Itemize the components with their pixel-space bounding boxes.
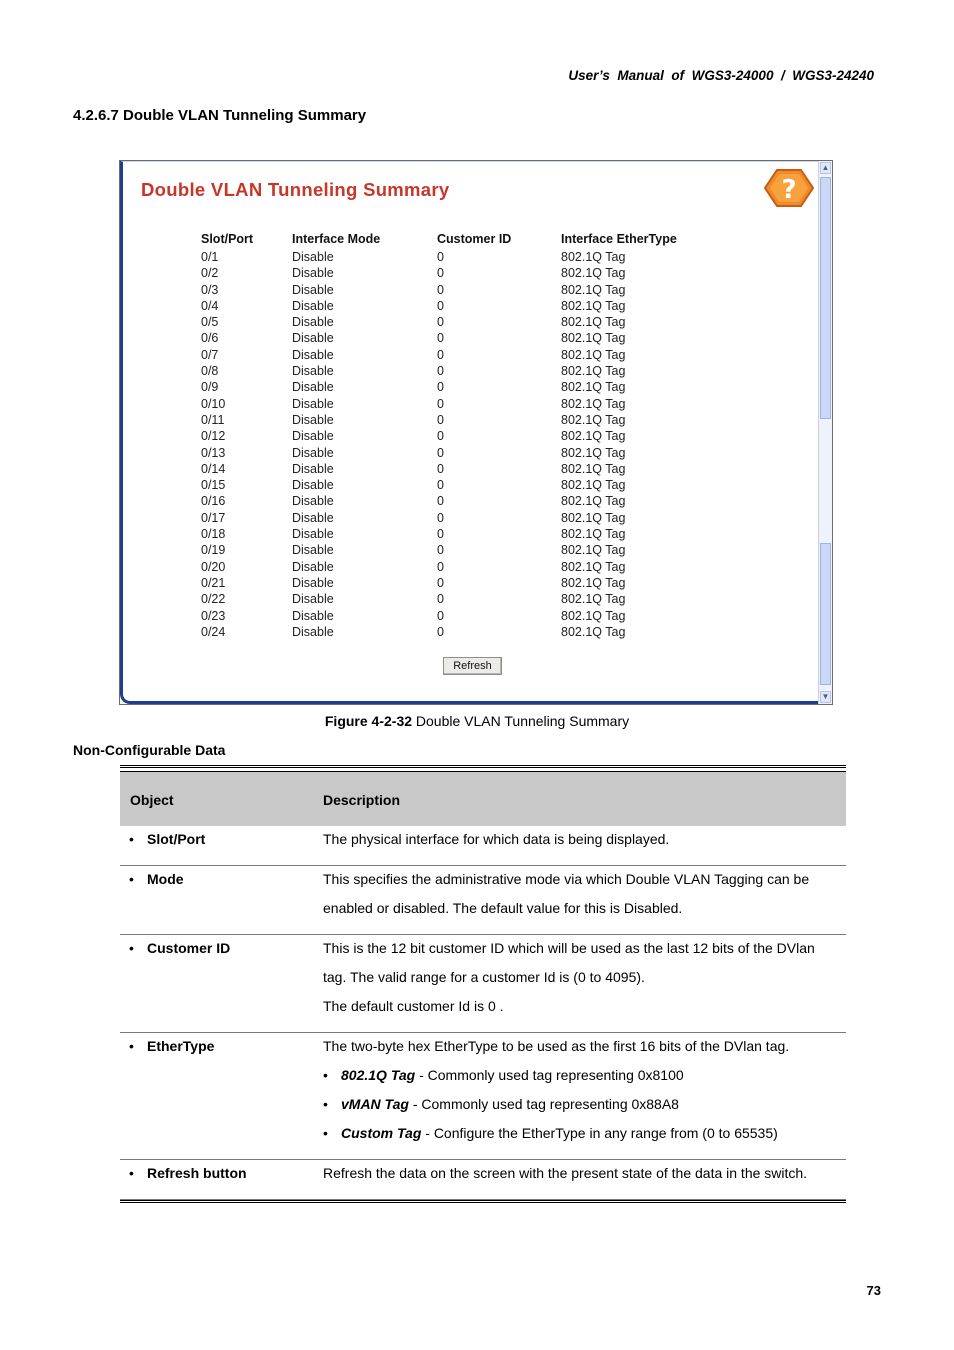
cell-customer-id: 0 <box>437 494 444 509</box>
object-label: Slot/Port <box>147 831 206 847</box>
cell-interface-ethertype: 802.1Q Tag <box>561 461 626 476</box>
cell-interface-mode: Disable <box>292 429 334 444</box>
cell-slot-port: 0/2 <box>201 266 219 281</box>
description-line: The physical interface for which data is being displayed. <box>323 831 670 847</box>
cell-interface-mode: Disable <box>292 478 334 493</box>
cell-customer-id: 0 <box>437 575 444 590</box>
cell-interface-mode: Disable <box>292 298 334 313</box>
object-label: EtherType <box>147 1038 215 1054</box>
description-cell <box>323 1038 838 1154</box>
figure-caption <box>0 713 954 729</box>
cell-interface-ethertype: 802.1Q Tag <box>561 331 626 346</box>
svg-text:?: ? <box>781 175 797 205</box>
cell-interface-ethertype: 802.1Q Tag <box>561 592 626 607</box>
screenshot-panel <box>120 161 818 704</box>
cell-interface-mode: Disable <box>292 282 334 297</box>
cell-interface-mode: Disable <box>292 266 334 281</box>
screenshot-frame <box>119 160 833 705</box>
cell-customer-id: 0 <box>437 429 444 444</box>
description-row <box>120 826 846 866</box>
object-cell <box>129 1165 247 1181</box>
option-term: vMAN Tag <box>341 1096 409 1112</box>
object-label: Customer ID <box>147 940 231 956</box>
description-line: enabled or disabled. The default value for this is Disabled. <box>323 900 683 916</box>
bullet-icon: • <box>323 1125 328 1141</box>
bullet-icon: • <box>129 831 134 847</box>
header-description: Description <box>323 792 401 808</box>
cell-interface-mode: Disable <box>292 380 334 395</box>
cell-slot-port: 0/24 <box>201 624 226 639</box>
description-line: This specifies the administrative mode via which Double VLAN Tagging can be <box>323 871 810 887</box>
figure-label: Figure 4-2-32 <box>324 713 413 729</box>
description-cell <box>323 871 838 929</box>
cell-customer-id: 0 <box>437 608 444 623</box>
cell-slot-port: 0/14 <box>201 461 226 476</box>
bullet-icon: • <box>129 940 134 956</box>
cell-interface-mode: Disable <box>292 331 334 346</box>
cell-customer-id: 0 <box>437 347 444 362</box>
cell-interface-ethertype: 802.1Q Tag <box>561 429 626 444</box>
cell-interface-ethertype: 802.1Q Tag <box>561 445 626 460</box>
col-header-slot-port: Slot/Port <box>201 232 254 246</box>
table-bottom-rule <box>120 1200 846 1203</box>
description-cell <box>323 940 838 1027</box>
cell-interface-mode: Disable <box>292 527 334 542</box>
cell-interface-mode: Disable <box>292 624 334 639</box>
object-label: Mode <box>147 871 184 887</box>
cell-interface-mode: Disable <box>292 559 334 574</box>
cell-customer-id: 0 <box>437 250 444 264</box>
cell-customer-id: 0 <box>437 510 444 525</box>
bullet-icon: • <box>129 1165 134 1181</box>
cell-slot-port: 0/17 <box>201 510 226 525</box>
cell-slot-port: 0/13 <box>201 445 226 460</box>
object-cell <box>129 871 184 887</box>
cell-customer-id: 0 <box>437 364 444 379</box>
cell-interface-mode: Disable <box>292 575 334 590</box>
cell-interface-mode: Disable <box>292 592 334 607</box>
cell-interface-ethertype: 802.1Q Tag <box>561 510 626 525</box>
col-header-customer-id: Customer ID <box>437 232 512 246</box>
col-header-interface-ethertype: Interface EtherType <box>561 232 677 246</box>
cell-interface-ethertype: 802.1Q Tag <box>561 624 626 639</box>
option-term: Custom Tag <box>341 1125 422 1141</box>
scrollbar-track-highlight <box>820 543 831 685</box>
section-title: 4.2.6.7 Double VLAN Tunneling Summary <box>73 107 367 124</box>
subheading: Non-Configurable Data <box>73 742 226 758</box>
cell-slot-port: 0/6 <box>201 331 219 346</box>
cell-slot-port: 0/22 <box>201 592 226 607</box>
cell-interface-mode: Disable <box>292 412 334 427</box>
option-text: - Commonly used tag representing 0x8100 <box>415 1067 684 1083</box>
description-cell <box>323 831 838 860</box>
description-line: This is the 12 bit customer ID which will be used as the last 12 bits of the DVlan <box>323 940 815 956</box>
cell-slot-port: 0/10 <box>201 396 226 411</box>
cell-interface-ethertype: 802.1Q Tag <box>561 250 626 264</box>
cell-interface-mode: Disable <box>292 608 334 623</box>
cell-interface-ethertype: 802.1Q Tag <box>561 380 626 395</box>
description-line: The two-byte hex EtherType to be used as the first 16 bits of the DVlan tag. <box>323 1038 790 1054</box>
cell-interface-ethertype: 802.1Q Tag <box>561 412 626 427</box>
cell-interface-ethertype: 802.1Q Tag <box>561 478 626 493</box>
cell-slot-port: 0/3 <box>201 282 219 297</box>
cell-interface-mode: Disable <box>292 510 334 525</box>
cell-customer-id: 0 <box>437 412 444 427</box>
cell-interface-ethertype: 802.1Q Tag <box>561 396 626 411</box>
cell-customer-id: 0 <box>437 282 444 297</box>
cell-interface-ethertype: 802.1Q Tag <box>561 575 626 590</box>
scrollbar-thumb[interactable] <box>820 177 831 419</box>
cell-customer-id: 0 <box>437 396 444 411</box>
cell-customer-id: 0 <box>437 624 444 639</box>
cell-customer-id: 0 <box>437 461 444 476</box>
cell-interface-mode: Disable <box>292 461 334 476</box>
vertical-scrollbar[interactable] <box>818 161 832 704</box>
manual-header: User’s Manual of WGS3-24000 / WGS3-24240 <box>568 68 874 83</box>
description-table <box>120 765 846 1203</box>
option-text: - Configure the EtherType in any range from (0 to 65535) <box>421 1125 778 1141</box>
object-label: Refresh button <box>147 1165 247 1181</box>
bullet-icon: • <box>323 1067 328 1083</box>
description-line: tag. The valid range for a customer Id is (0 to 4095). <box>323 969 645 985</box>
object-cell <box>129 831 205 847</box>
description-line: Refresh the data on the screen with the present state of the data in the switch. <box>323 1165 808 1181</box>
cell-interface-mode: Disable <box>292 315 334 330</box>
cell-interface-mode: Disable <box>292 445 334 460</box>
cell-slot-port: 0/15 <box>201 478 226 493</box>
bullet-icon: • <box>129 1038 134 1054</box>
cell-interface-ethertype: 802.1Q Tag <box>561 266 626 281</box>
ethertype-option <box>323 1096 838 1125</box>
cell-customer-id: 0 <box>437 478 444 493</box>
figure-text: Double VLAN Tunneling Summary <box>412 713 630 729</box>
cell-customer-id: 0 <box>437 592 444 607</box>
cell-interface-mode: Disable <box>292 494 334 509</box>
option-text: - Commonly used tag representing 0x88A8 <box>408 1096 679 1112</box>
help-question-icon[interactable] <box>763 168 815 208</box>
object-cell <box>129 940 230 956</box>
cell-interface-mode: Disable <box>292 364 334 379</box>
description-row <box>120 1033 846 1160</box>
cell-slot-port: 0/4 <box>201 298 219 313</box>
cell-slot-port: 0/23 <box>201 608 226 623</box>
description-line: The default customer Id is 0 . <box>323 998 504 1014</box>
screenshot-title: Double VLAN Tunneling Summary <box>141 179 450 200</box>
cell-customer-id: 0 <box>437 543 444 558</box>
cell-interface-mode: Disable <box>292 250 334 264</box>
cell-customer-id: 0 <box>437 445 444 460</box>
header-object: Object <box>130 792 174 808</box>
col-header-interface-mode: Interface Mode <box>292 232 381 246</box>
cell-customer-id: 0 <box>437 559 444 574</box>
cell-slot-port: 0/8 <box>201 364 219 379</box>
cell-customer-id: 0 <box>437 331 444 346</box>
cell-slot-port: 0/7 <box>201 347 219 362</box>
page-number: 73 <box>866 1283 881 1298</box>
cell-slot-port: 0/1 <box>201 250 219 264</box>
cell-interface-ethertype: 802.1Q Tag <box>561 298 626 313</box>
cell-slot-port: 0/11 <box>201 412 225 427</box>
cell-slot-port: 0/21 <box>201 575 226 590</box>
cell-slot-port: 0/18 <box>201 527 226 542</box>
cell-interface-ethertype: 802.1Q Tag <box>561 543 626 558</box>
description-row <box>120 935 846 1033</box>
scroll-down-arrow-icon[interactable]: ▼ <box>821 692 830 701</box>
cell-interface-ethertype: 802.1Q Tag <box>561 315 626 330</box>
cell-customer-id: 0 <box>437 527 444 542</box>
cell-interface-ethertype: 802.1Q Tag <box>561 608 626 623</box>
cell-slot-port: 0/9 <box>201 380 219 395</box>
description-row <box>120 1160 846 1200</box>
cell-interface-mode: Disable <box>292 347 334 362</box>
cell-interface-ethertype: 802.1Q Tag <box>561 347 626 362</box>
refresh-button[interactable]: Refresh <box>443 657 502 675</box>
cell-slot-port: 0/19 <box>201 543 226 558</box>
cell-customer-id: 0 <box>437 380 444 395</box>
description-row <box>120 866 846 935</box>
description-cell <box>323 1165 838 1194</box>
cell-interface-ethertype: 802.1Q Tag <box>561 559 626 574</box>
cell-interface-ethertype: 802.1Q Tag <box>561 494 626 509</box>
object-cell <box>129 1038 214 1054</box>
ethertype-option <box>323 1067 838 1096</box>
cell-slot-port: 0/5 <box>201 315 219 330</box>
cell-interface-mode: Disable <box>292 396 334 411</box>
ethertype-option <box>323 1125 838 1154</box>
cell-customer-id: 0 <box>437 266 444 281</box>
cell-interface-ethertype: 802.1Q Tag <box>561 364 626 379</box>
cell-slot-port: 0/16 <box>201 494 226 509</box>
cell-customer-id: 0 <box>437 298 444 313</box>
cell-slot-port: 0/20 <box>201 559 226 574</box>
cell-interface-ethertype: 802.1Q Tag <box>561 527 626 542</box>
bullet-icon: • <box>323 1096 328 1112</box>
option-term: 802.1Q Tag <box>341 1067 416 1083</box>
cell-interface-ethertype: 802.1Q Tag <box>561 282 626 297</box>
cell-interface-mode: Disable <box>292 543 334 558</box>
description-table-header <box>120 771 846 826</box>
cell-customer-id: 0 <box>437 315 444 330</box>
cell-slot-port: 0/12 <box>201 429 226 444</box>
bullet-icon: • <box>129 871 134 887</box>
scroll-up-arrow-icon[interactable]: ▲ <box>821 163 830 172</box>
